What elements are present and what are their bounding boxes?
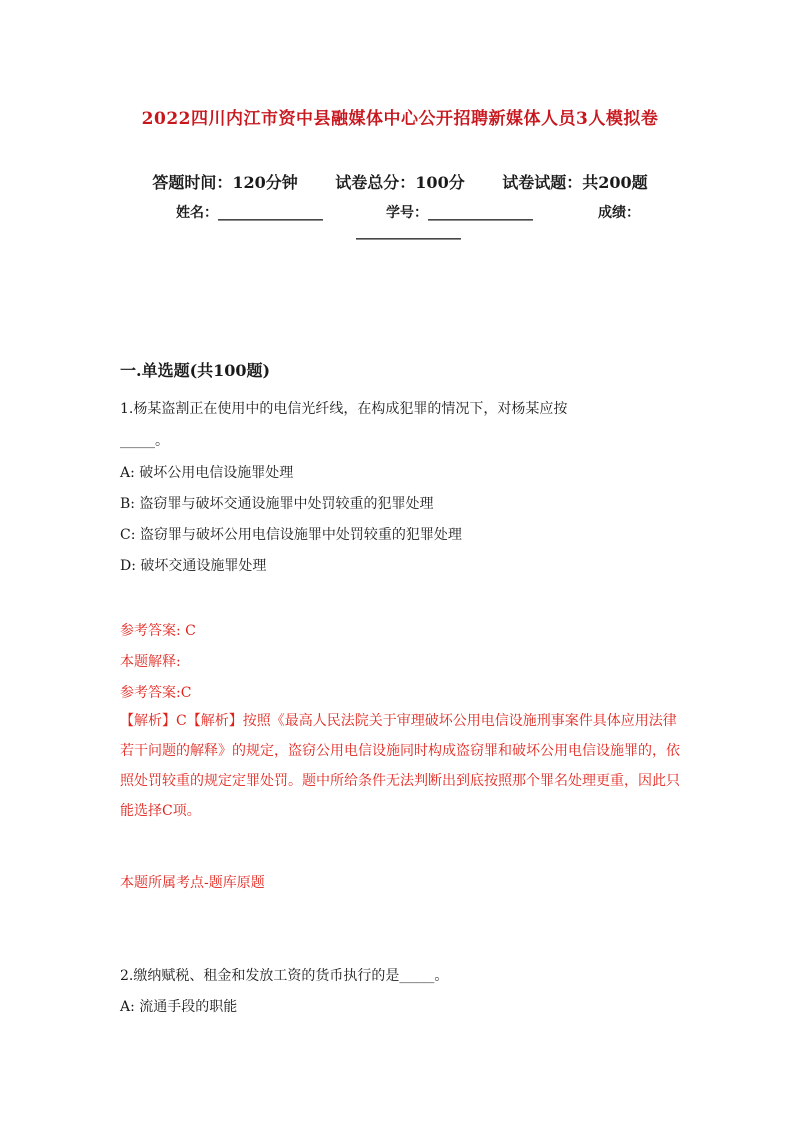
exam-meta <box>0 170 800 193</box>
name-field: 姓名：_______________ <box>176 205 323 221</box>
exam-total-score: 试卷总分：100分 <box>335 173 465 192</box>
question-1-category: 本题所属考点-题库原题 <box>120 875 265 891</box>
question-1-explanation: 【解析】C【解析】按照《最高人民法院关于审理破坏公用电信设施刑事案件具体应用法律若干问题的解释》的规定，盗窃公用电信设施同时构成盗窃罪和破坏公用电信设施罪的，依照处罚较重的规定定罪处罚。题中所给条件无法判断出到底按照那个罪名处理更重，因此只能选择C项。 <box>120 713 680 819</box>
score-field-label: 成绩： <box>598 205 640 221</box>
exam-question-count: 试卷试题：共200题 <box>502 173 648 192</box>
exam-title: 2022四川内江市资中县融媒体中心公开招聘新媒体人员3人模拟卷 <box>141 109 659 129</box>
question-1-stem: 1.杨某盗割正在使用中的电信光纤线，在构成犯罪的情况下，对杨某应按 <box>120 401 568 417</box>
question-1-answer: 参考答案: C <box>120 623 196 639</box>
score-field-line: _______________ <box>356 224 461 240</box>
question-1-explain-label: 本题解释: <box>120 654 181 670</box>
section-heading: 一.单选题(共100题) <box>120 361 271 380</box>
question-1-option-d: D: 破坏交通设施罪处理 <box>120 558 267 574</box>
student-number-field: 学号：_______________ <box>386 205 533 221</box>
question-1-option-a: A: 破坏公用电信设施罪处理 <box>120 465 294 481</box>
question-1-stem-blank: _____。 <box>120 433 169 449</box>
question-1-option-b: B: 盗窃罪与破坏交通设施罪中处罚较重的犯罪处理 <box>120 496 434 512</box>
question-2-stem: 2.缴纳赋税、租金和发放工资的货币执行的是_____。 <box>120 968 449 984</box>
question-1-answer-repeat: 参考答案:C <box>120 685 192 701</box>
exam-time: 答题时间：120分钟 <box>152 173 298 192</box>
question-1-option-c: C: 盗窃罪与破坏公用电信设施罪中处罚较重的犯罪处理 <box>120 527 462 543</box>
question-2-option-a: A: 流通手段的职能 <box>120 999 238 1015</box>
